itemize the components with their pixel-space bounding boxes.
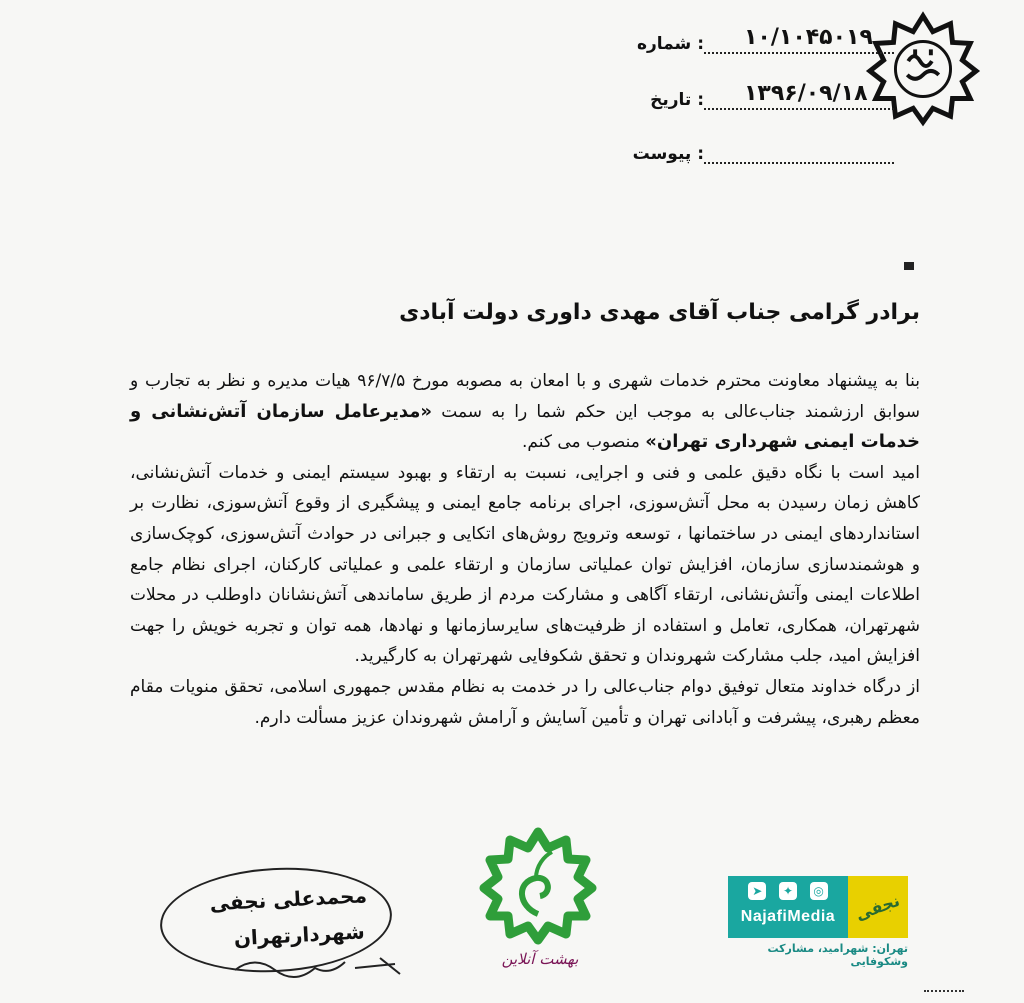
body-paragraph-3: از درگاه خداوند متعال توفیق دوام جناب‌عالی را در خدمت به نظام مقدس جمهوری اسلامی، تحقق منویات مقام معظم رهبری، پیشرفت و آبادانی تهران و تأمین آسایش و آرامش شهروندان عزیز مسألت دارم. [130,676,920,728]
body-p1-text-a: بنا به پیشنهاد معاونت محترم خدمات شهری و با امعان به مصوبه مورخ ۹۶/۷/۵ هیات مدیره و نظر به تجارب و سوابق ارزشمند جناب‌عالی به موجب این حکم شما را به سمت [130,371,921,422]
telegram-icon: ➤ [748,882,766,900]
behesht-online-logo [478,826,598,946]
letter-date-value: ۱۳۹۶/۰۹/۱۸ [744,81,868,106]
signature-scribble [230,950,410,980]
letter-number-value: ۱۰/۱۰۴۵۰۱۹ [744,25,873,50]
badge-tagline: تهران: شهرامید، مشارکت وشکوفایی [767,942,908,968]
body-paragraph-2: امید است با نگاه دقیق علمی و فنی و اجرایی، نسبت به ارتقاء و بهبود سیستم ایمنی و خدمات آتش‌نشانی، کاهش زمان رسیدن به محل آتش‌سوزی، اجرای برنامه جامع ایمنی و پیشگیری از وقوع آتش‌سوزی، نظارت بر استانداردهای ایمنی در ساختمانها ، توسعه وترویج روش‌های اتکایی و جبرانی در حوادث آتش‌سوزی، کوچک‌سازی و هوشمندسازی سازمان، افزایش توان عملیاتی سازمان و ارتقاء علمی و عملیاتی کارکنان، اجرای نظام جامع اطلاعات ایمنی وآتش‌نشانی، ارتقاء آگاهی و مشارکت مردم از طریق ساماندهی آتش‌نشانان داوطلب در محلات شهرتهران، همکاری، تعامل و استفاده از ظرفیت‌های سایرسازمانها و نهادها، همه توان و تجربه خویش را جهت افزایش امید، جلب مشارکت شهروندان و تحقق شکوفایی شهرتهران به کارگیرید. [130,462,920,667]
instagram-icon: ◎ [810,882,828,900]
addressee-heading: برادر گرامی جناب آقای مهدی داوری دولت آبادی [399,300,920,325]
letter-body [130,366,920,733]
body-p1-text-b: منصوب می کنم. [522,432,646,453]
letter-number-label: : شماره [636,34,704,54]
signatory-title: شهردارتهران [233,919,366,951]
letter-attachment-field [704,142,894,164]
letter-attachment-row [627,134,894,164]
ink-mark [904,262,914,270]
letter-attachment-label: : پیوست [632,144,704,164]
social-icons [742,882,834,900]
appointment-title: «مدیرعامل سازمان آتش‌نشانی و خدمات ایمنی شهرداری تهران» [130,400,920,453]
signatory-name: محمدعلی نجفی [209,883,368,916]
footer-mark [924,990,964,1002]
badge-panel [728,876,848,938]
badge-side-text: نجفی [853,890,903,924]
letter-date-label: : تاریخ [650,90,704,110]
watermark-caption: بهشت آنلاین [501,950,579,968]
body-paragraph-1 [130,366,920,458]
badge-name: NajafiMedia [740,908,836,925]
najafimedia-badge [728,876,908,966]
letter-number-field [704,25,894,54]
badge-side-panel [848,876,908,938]
letter-number-row [631,24,894,54]
letter-date-row [644,80,894,110]
twitter-icon: ✦ [779,882,797,900]
letter-date-field [704,81,894,110]
